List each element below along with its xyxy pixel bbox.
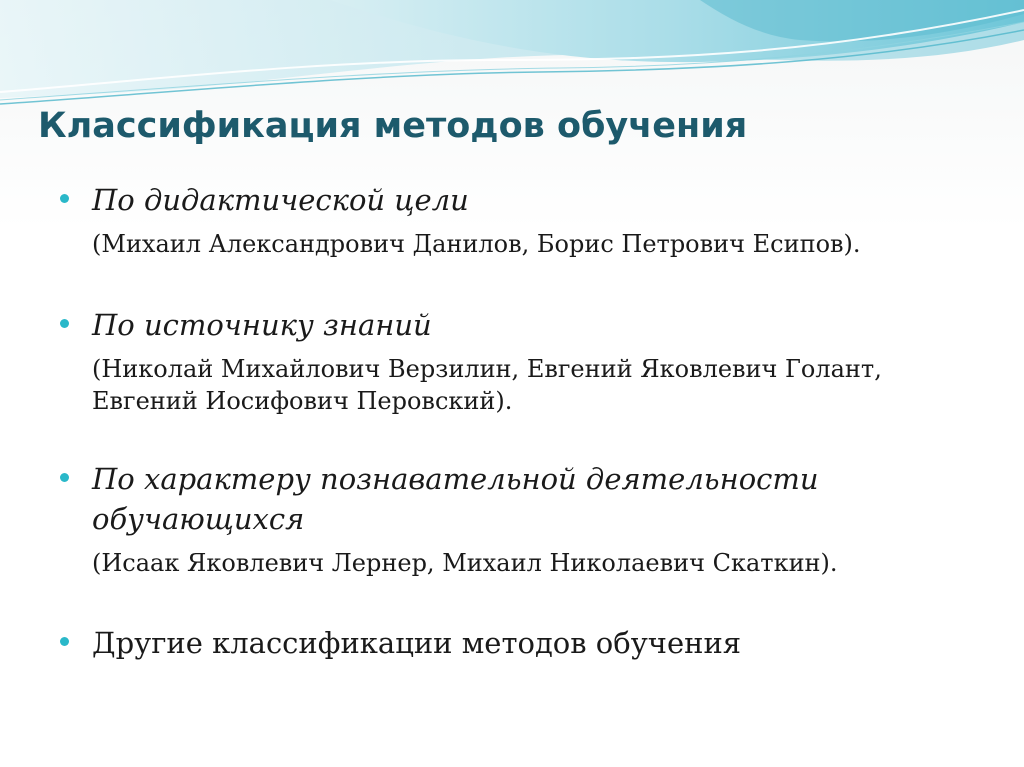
list-item-heading: По дидактической цели	[92, 183, 469, 217]
list-item	[60, 623, 990, 663]
bullet-dot-icon	[60, 194, 69, 203]
list-item-heading: По источнику знаний	[92, 308, 432, 342]
list-item-heading: Другие классификации методов обучения	[92, 626, 742, 660]
bullet-dot-icon	[60, 319, 69, 328]
bullet-dot-icon	[60, 637, 69, 646]
list-item-heading: По характеру познавательной деятельности обучающихся	[92, 462, 819, 536]
list-item	[60, 305, 990, 417]
list-item-authors: (Михаил Александрович Данилов, Борис Петрович Есипов).	[92, 230, 861, 258]
slide-title: Классификация методов обучения	[38, 106, 748, 146]
list-item	[60, 180, 990, 260]
list-item-authors: (Николай Михайлович Верзилин, Евгений Яковлевич Голант, Евгений Иосифович Перовский).	[92, 355, 882, 415]
list-item	[60, 459, 990, 579]
list-item-authors: (Исаак Яковлевич Лернер, Михаил Николаевич Скаткин).	[92, 549, 838, 577]
bullet-dot-icon	[60, 473, 69, 482]
bullet-list	[60, 180, 990, 663]
header-wave-decoration	[0, 0, 1024, 110]
